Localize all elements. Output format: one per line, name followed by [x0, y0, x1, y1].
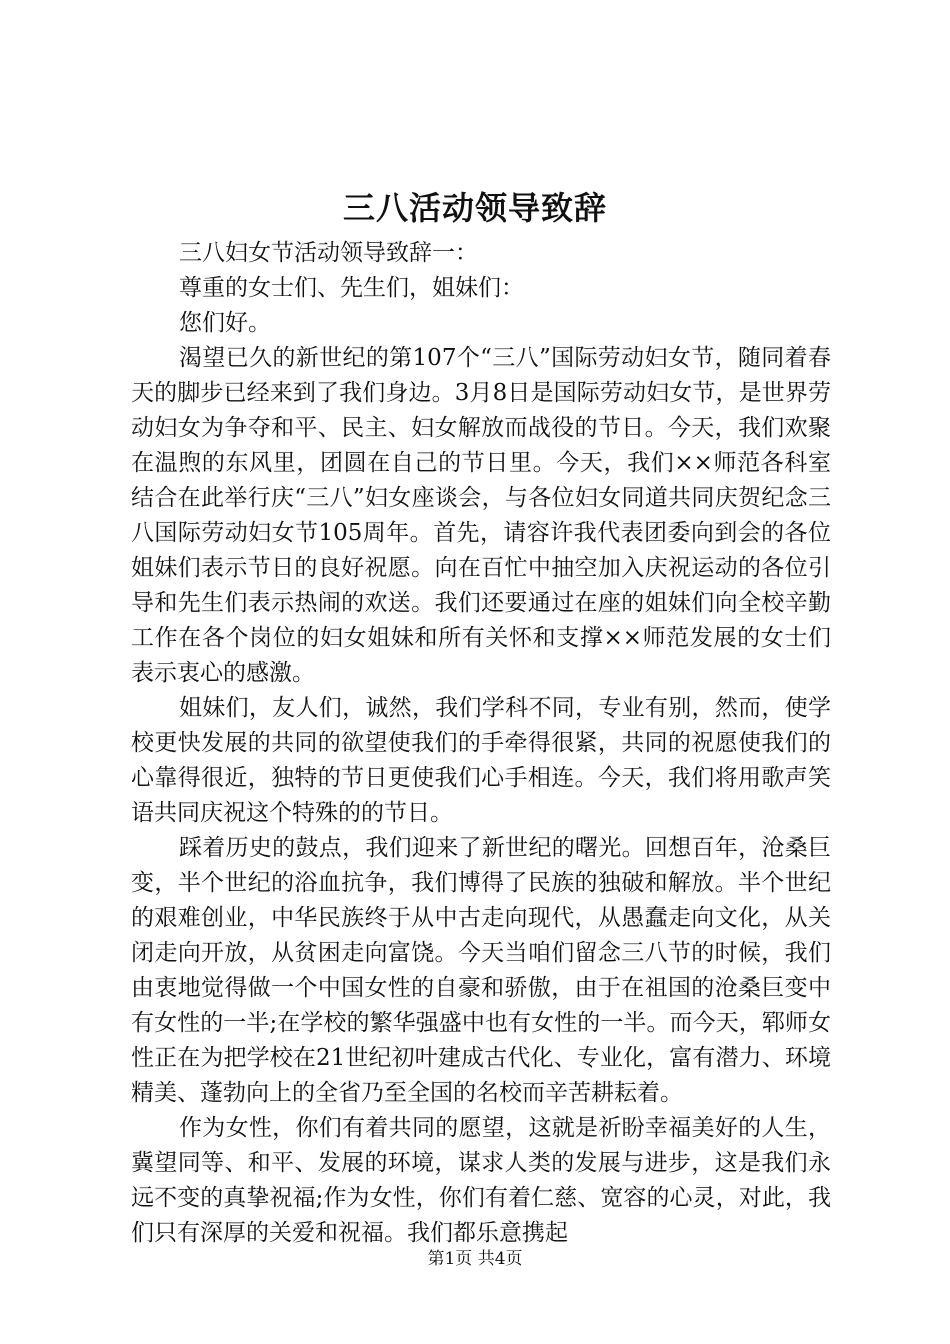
paragraph-body-4: 作为女性，你们有着共同的愿望，这就是祈盼幸福美好的人生，冀望同等、和平、发展的环境，谋求人类的发展与进步，这是我们永远不变的真挚祝福;作为女性，你们有着仁慈、宽容的心灵，对此，我们只有深厚的关爱和祝福。我们都乐意携起	[131, 1115, 831, 1246]
paragraph-body-2: 姐妹们，友人们，诚然，我们学科不同，专业有别，然而，使学校更快发展的共同的欲望使我们的手牵得很紧，共同的祝愿使我们的心靠得很近，独特的节日更使我们心手相连。今天，我们将用歌声笑语共同庆祝这个特殊的的节日。	[131, 695, 831, 826]
paragraph-body-3: 踩着历史的鼓点，我们迎来了新世纪的曙光。回想百年，沧桑巨变，半个世纪的浴血抗争，我们博得了民族的独破和解放。半个世纪的艰难创业，中华民族终于从中古走向现代，从愚蠢走向文化，从关闭走向开放，从贫困走向富饶。今天当咱们留念三八节的时候，我们由衷地觉得做一个中国女性的自豪和骄傲，由于在祖国的沧桑巨变中有女性的一半;在学校的繁华强盛中也有女性的一半。而今天，郓师女性正在为把学校在21世纪初叶建成古代化、专业化，富有潜力、环境精美、蓬勃向上的全省乃至全国的名校而辛苦耕耘着。	[131, 835, 831, 1106]
paragraph-greeting: 您们好。	[179, 310, 271, 336]
page-footer: 第1页 共4页	[427, 1249, 523, 1269]
document-title: 三八活动领导致辞	[342, 189, 607, 227]
paragraph-heading: 三八妇女节活动领导致辞一：	[179, 240, 478, 266]
paragraph-salutation: 尊重的女士们、先生们，姐妹们：	[179, 275, 524, 301]
paragraph-body-1: 渴望已久的新世纪的第107个“三八”国际劳动妇女节，随同着春天的脚步已经来到了我们身边。3月8日是国际劳动妇女节，是世界劳动妇女为争夺和平、民主、妇女解放而战役的节日。今天，我们欢聚在温煦的东风里，团圆在自己的节日里。今天，我们××师范各科室结合在此举行庆“三八”妇女座谈会，与各位妇女同道共同庆贺纪念三八国际劳动妇女节105周年。首先，请容许我代表团委向到会的各位姐妹们表示节日的良好祝愿。向在百忙中抽空加入庆祝运动的各位引导和先生们表示热闹的欢送。我们还要通过在座的姐妹们向全校辛勤工作在各个岗位的妇女姐妹和所有关怀和支撑××师范发展的女士们表示衷心的感激。	[131, 345, 831, 686]
document-body	[131, 236, 831, 1251]
